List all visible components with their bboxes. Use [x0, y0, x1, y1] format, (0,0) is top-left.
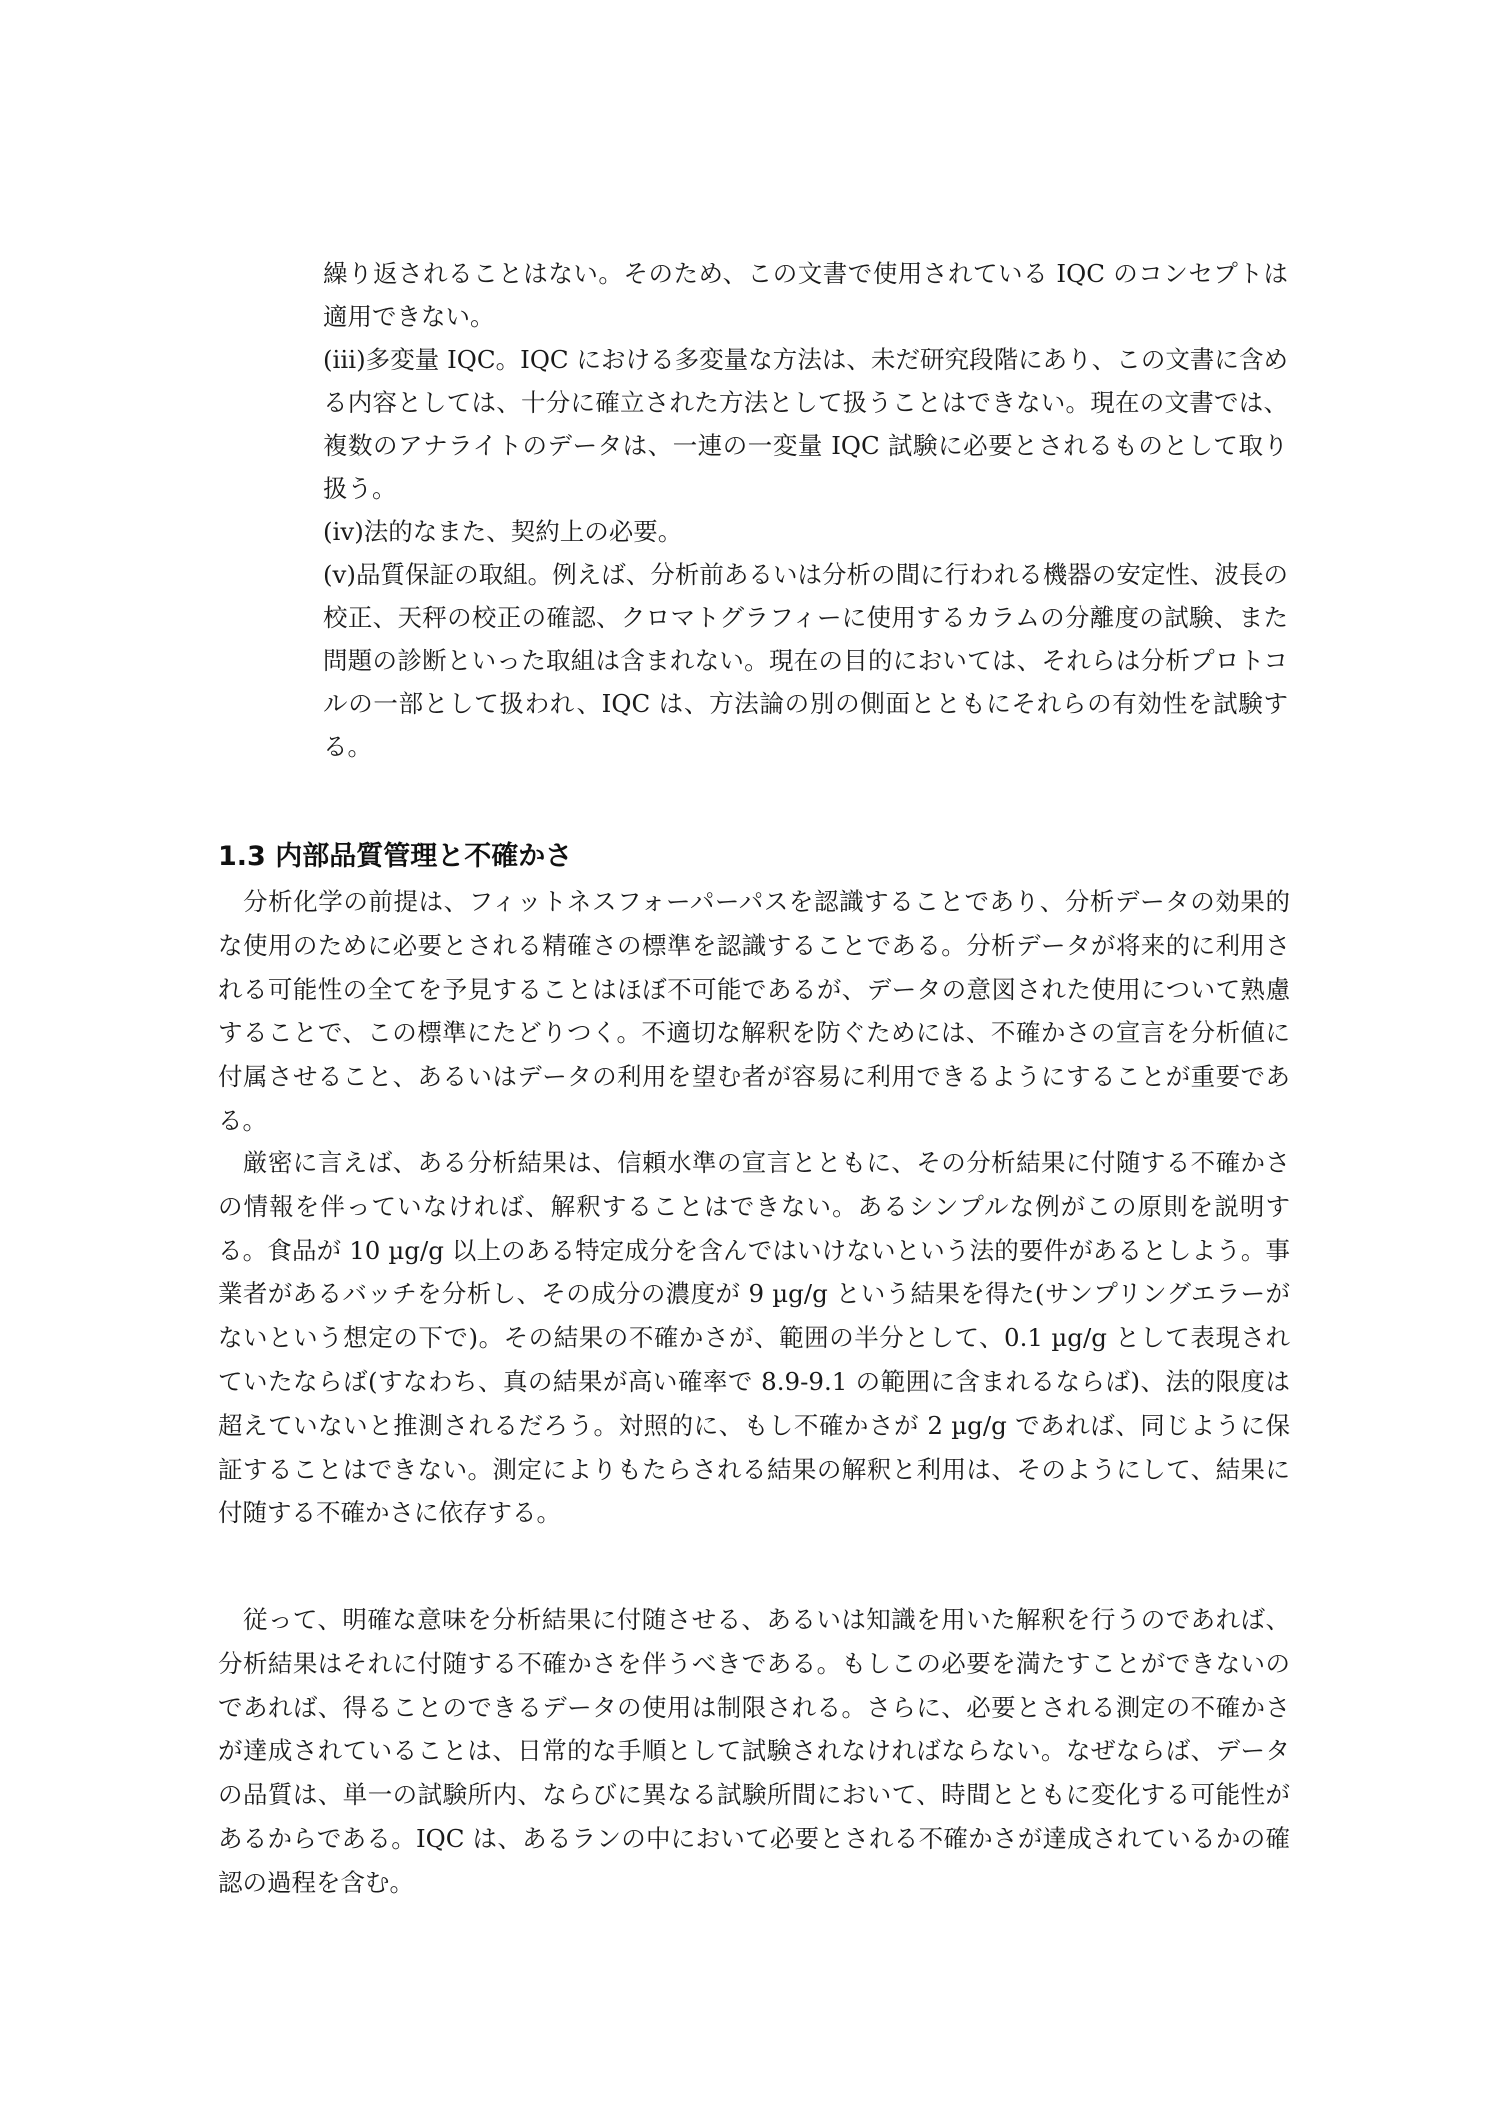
- paragraph-text: 厳密に言えば、ある分析結果は、信頼水準の宣言とともに、その分析結果に付随する不確かさの情報を伴っていなければ、解釈することはできない。あるシンプルな例がこの原則を説明する。食品が 10 µg/g 以上のある特定成分を含んではいけないという法的要件があるとしよう。事業者があるバッチを分析し、その成分の濃度が 9 µg/g という結果を得た(サンプリングエラーがないという想定の下で)。その結果の不確かさが、範囲の半分として、0.1 µg/g として表現されていたならば(すなわち、真の結果が高い確率で 8.9-9.1 の範囲に含まれるならば)、法的限度は超えていないと推測されるだろう。対照的に、もし不確かさが 2 µg/g であれば、同じように保証することはできない。測定によりもたらされる結果の解釈と利用は、そのようにして、結果に付随する不確かさに依存する。: [218, 1148, 1290, 1528]
- list-item-v: (v)品質保証の取組。例えば、分析前あるいは分析の間に行われる機器の安定性、波長の校正、天秤の校正の確認、クロマトグラフィーに使用するカラムの分離度の試験、また問題の診断といった取組は含まれない。現在の目的においては、それらは分析プロトコルの一部として扱われ、IQC は、方法論の別の側面とともにそれらの有効性を試験する。: [323, 560, 1288, 761]
- exclusion-list: [323, 252, 1288, 768]
- paragraph-1: [218, 880, 1290, 1143]
- paragraph-text: 分析化学の前提は、フィットネスフォーパーパスを認識することであり、分析データの効果的な使用のために必要とされる精確さの標準を認識することである。分析データが将来的に利用される可能性の全てを予見することはほぼ不可能であるが、データの意図された使用について熟慮することで、この標準にたどりつく。不適切な解釈を防ぐためには、不確かさの宣言を分析値に付属させること、あるいはデータの利用を望む者が容易に利用できるようにすることが重要である。: [218, 887, 1290, 1135]
- section-heading: 1.3 内部品質管理と不確かさ: [218, 841, 573, 872]
- list-item-continuation: 繰り返されることはない。そのため、この文書で使用されている IQC のコンセプトは適用できない。: [323, 259, 1288, 331]
- paragraph-text: 従って、明確な意味を分析結果に付随させる、あるいは知識を用いた解釈を行うのであれば、分析結果はそれに付随する不確かさを伴うべきである。もしこの必要を満たすことができないのであれば、得ることのできるデータの使用は制限される。さらに、必要とされる測定の不確かさが達成されていることは、日常的な手順として試験されなければならない。なぜならば、データの品質は、単一の試験所内、ならびに異なる試験所間において、時間とともに変化する可能性があるからである。IQC は、あるランの中において必要とされる不確かさが達成されているかの確認の過程を含む。: [218, 1605, 1290, 1897]
- paragraph-2: [218, 1141, 1290, 1535]
- list-item-iv: (iv)法的なまた、契約上の必要。: [323, 517, 683, 546]
- list-item-iii: (iii)多変量 IQC。IQC における多変量な方法は、未だ研究段階にあり、この文書に含める内容としては、十分に確立された方法として扱うことはできない。現在の文書では、複数のアナライトのデータは、一連の一変量 IQC 試験に必要とされるものとして取り扱う。: [323, 345, 1288, 503]
- paragraph-3: [218, 1598, 1290, 1905]
